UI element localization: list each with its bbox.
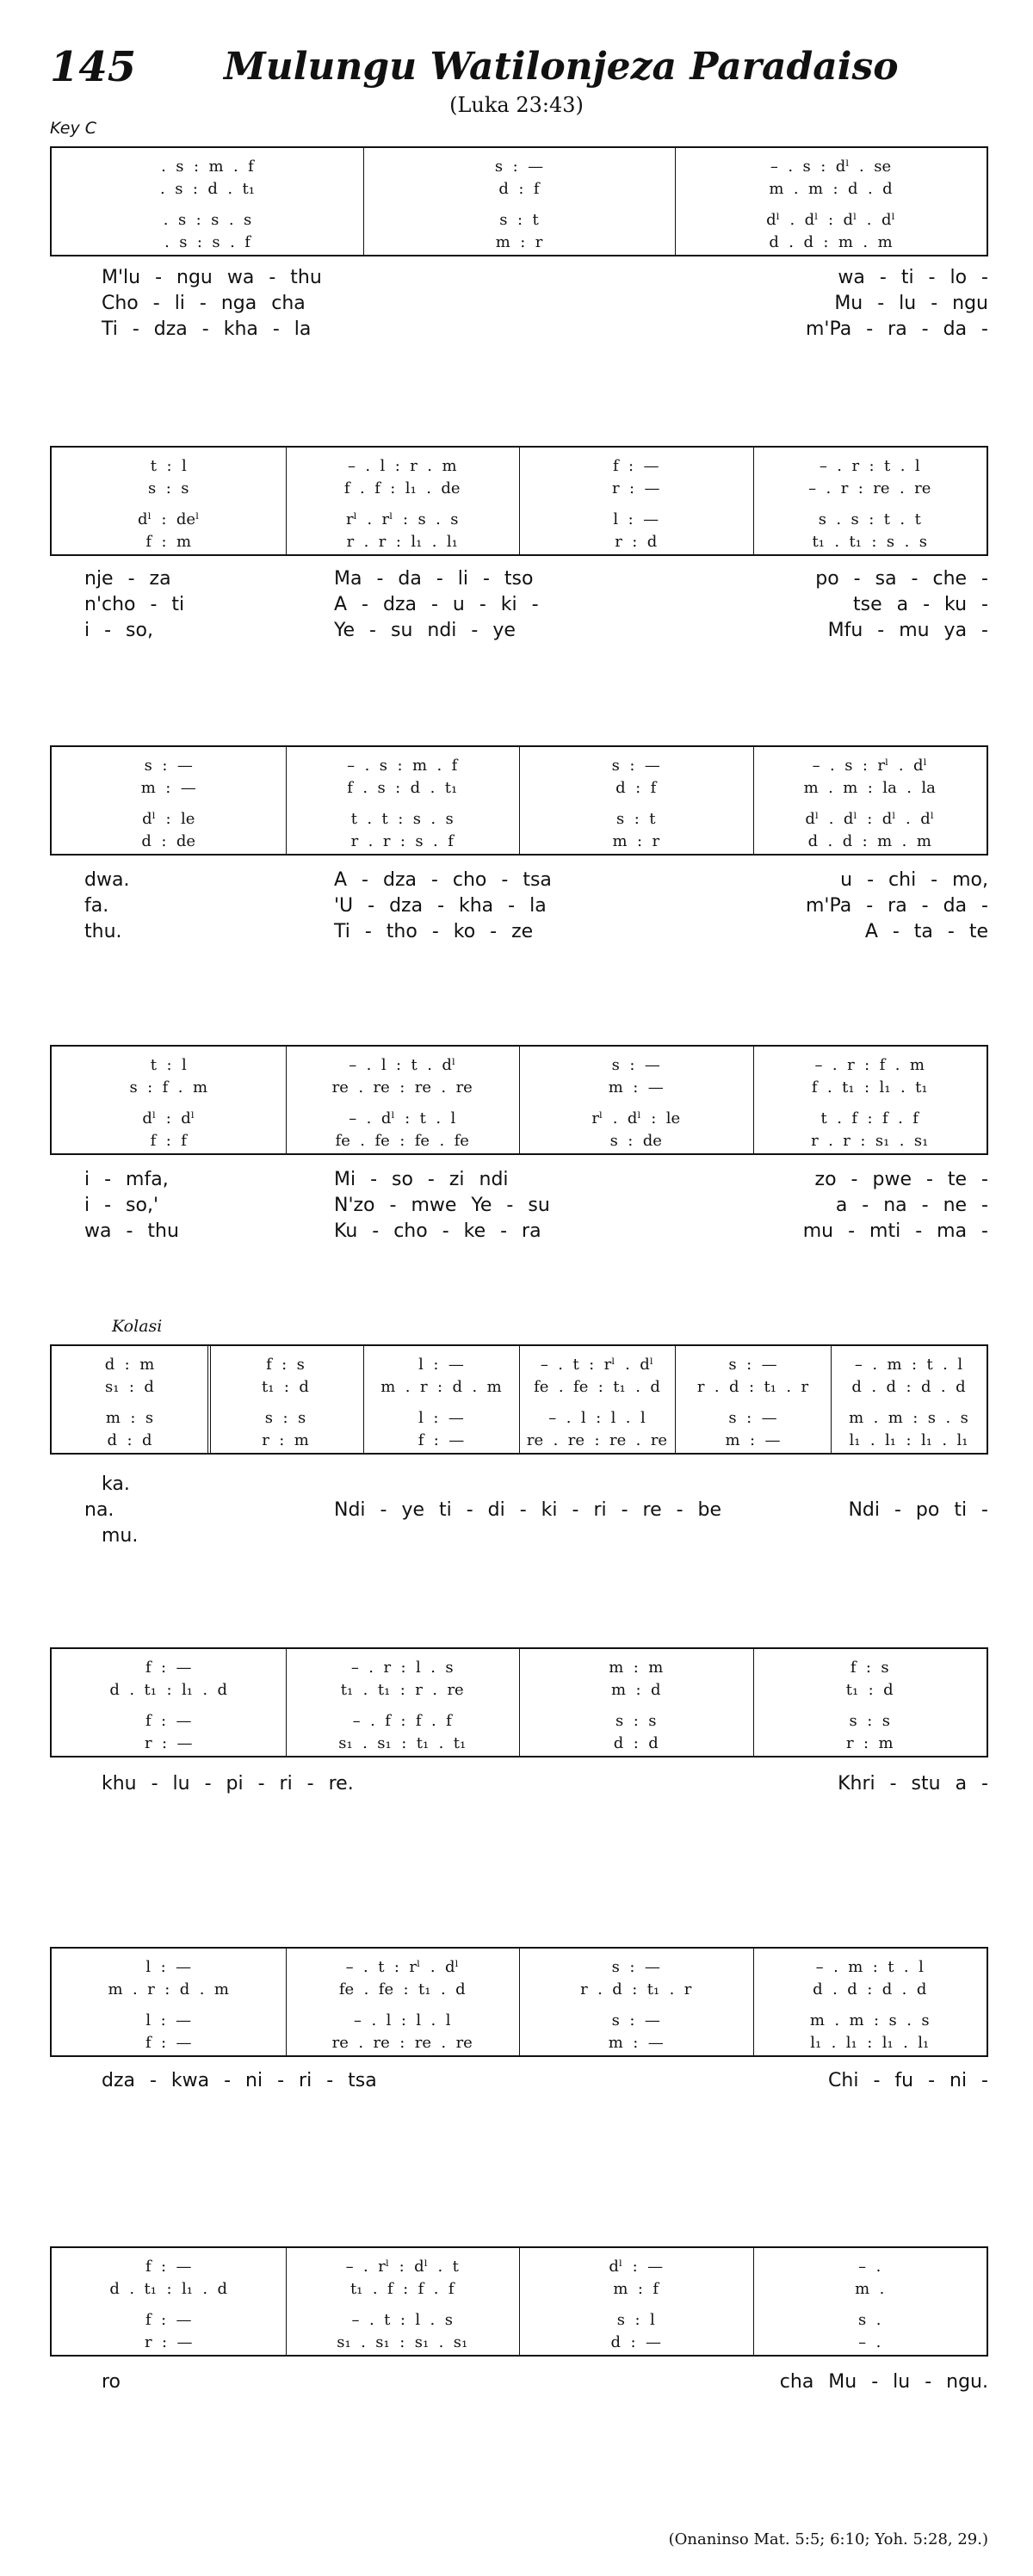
measure-notes: m : — <box>608 2034 664 2052</box>
measure-notes: – . t : l . s <box>351 2311 453 2329</box>
voice-part-3 <box>52 1406 987 1430</box>
measure-notes: s : — <box>144 757 193 775</box>
lyric-line <box>50 1499 988 1525</box>
measure-notes: l₁ . l₁ : l₁ . l₁ <box>810 2034 930 2052</box>
measure-notes: – . dˡ : t . l <box>349 1109 456 1127</box>
measure-notes: d . d : m . m <box>807 832 931 850</box>
measure-notes: t₁ . f : f . f <box>349 2280 455 2298</box>
lyric-segment: i - mfa, <box>84 1169 169 1190</box>
voice-part-2 <box>52 2277 987 2301</box>
measure-notes: r . r : s . f <box>350 832 454 850</box>
lyric-segment: dza - kwa - ni - ri - tsa <box>102 2070 377 2091</box>
footer-reference: (Onaninso Mat. 5:5; 6:10; Yoh. 5:28, 29.) <box>668 2530 988 2548</box>
measure-notes: m : r <box>495 233 543 251</box>
lyric-segment: u - chi - mo, <box>840 869 988 891</box>
lyric-segment: Cho - li - nga cha <box>102 293 306 314</box>
lyric-segment: i - so,' <box>84 1195 158 1216</box>
measure-notes: . s : d . t₁ <box>160 180 255 198</box>
voice-part-3 <box>52 508 987 532</box>
measure-notes: s : — <box>728 1356 777 1374</box>
measure-notes: t : l <box>150 1056 187 1074</box>
measure-notes: – . s : dˡ . se <box>770 158 892 176</box>
lyric-line <box>50 1773 988 1799</box>
measure-notes: m : m <box>609 1659 664 1677</box>
measure-notes: – . f : f . f <box>352 1712 452 1730</box>
lyric-segment: dwa. <box>84 869 130 891</box>
measure-notes: f . t₁ : l₁ . t₁ <box>811 1078 928 1096</box>
staff-system <box>50 2246 988 2357</box>
voice-part-4 <box>52 1732 987 1756</box>
measure-notes: l : — <box>418 1409 464 1427</box>
measure-notes: s₁ . s₁ : s₁ . s₁ <box>337 2333 468 2351</box>
measure-notes: l : — <box>418 1356 464 1374</box>
measure-notes: l : — <box>613 510 659 528</box>
measure-notes: fe . fe : t₁ . d <box>534 1378 660 1396</box>
lyric-line <box>50 620 988 646</box>
measure-notes: dˡ : — <box>609 2258 664 2276</box>
measure-notes: s : — <box>611 2011 660 2029</box>
measure-notes: s : s <box>264 1409 306 1427</box>
measure-notes: – . t : rˡ . dˡ <box>540 1356 654 1374</box>
measure-notes: m . m : s . s <box>849 1409 968 1427</box>
voice-part-2 <box>52 1375 987 1399</box>
measure-notes: s : — <box>611 1056 660 1074</box>
lyric-segment: N'zo - mwe Ye - su <box>334 1195 550 1216</box>
measure-notes: m . r : d . m <box>108 1980 229 1998</box>
measure-notes: s : — <box>611 757 660 775</box>
voice-part-4 <box>52 830 987 854</box>
staff-system <box>50 1045 988 1155</box>
measure-notes: – . <box>858 2258 881 2276</box>
measure-notes: rˡ . rˡ : s . s <box>345 510 459 528</box>
measure-notes: f : — <box>145 2258 192 2276</box>
measure-notes: m : f <box>613 2280 659 2298</box>
measure-notes: t₁ . t₁ : s . s <box>812 533 928 551</box>
measure-notes: s : s <box>849 1712 890 1730</box>
staff-system <box>50 1344 988 1455</box>
voice-part-2 <box>52 1076 987 1100</box>
measure-notes: m : — <box>725 1431 781 1449</box>
voice-part-4 <box>52 530 987 554</box>
voice-part-2 <box>52 1978 987 2002</box>
measure-notes: d : — <box>610 2333 661 2351</box>
measure-notes: r : — <box>611 479 660 497</box>
lyric-segment: mu - mti - ma - <box>802 1220 988 1242</box>
lyric-segment: thu. <box>84 921 122 942</box>
measure-notes: dˡ : le <box>142 810 195 828</box>
lyric-segment: Ti - dza - kha - la <box>102 318 312 340</box>
measure-notes: s : s <box>615 1712 657 1730</box>
measure-notes: d : m <box>104 1356 155 1374</box>
lyric-segment: M'lu - ngu wa - thu <box>102 267 322 288</box>
measure-notes: dˡ : deˡ <box>138 510 200 528</box>
staff-system <box>50 745 988 856</box>
voice-part-4 <box>52 231 987 255</box>
measure-notes: dˡ . dˡ : dˡ . dˡ <box>766 211 895 229</box>
measure-notes: f : — <box>145 2311 192 2329</box>
measure-notes: f : s <box>850 1659 889 1677</box>
measure-notes: m : r <box>612 832 660 850</box>
measure-notes: re . re : re . re <box>331 2034 473 2052</box>
measure-notes: f : — <box>145 2034 192 2052</box>
measure-notes: t : l <box>150 457 187 475</box>
voice-part-4 <box>52 1129 987 1153</box>
lyric-segment: zo - pwe - te - <box>814 1169 988 1190</box>
measure-notes: t₁ : d <box>262 1378 309 1396</box>
lyric-segment: khu - lu - pi - ri - re. <box>102 1773 354 1795</box>
staff-system <box>50 1947 988 2057</box>
measure-notes: f : — <box>145 1659 192 1677</box>
measure-notes: – . r : f . m <box>814 1056 925 1074</box>
measure-notes: s : s <box>148 479 189 497</box>
lyric-segment: ka. <box>102 1473 130 1495</box>
lyric-segment: tse a - ku - <box>853 594 988 615</box>
lyric-segment: i - so, <box>84 620 153 641</box>
measure-notes: f . f : l₁ . de <box>343 479 461 497</box>
measure-notes: d : de <box>141 832 196 850</box>
lyric-line <box>50 921 988 947</box>
measure-notes: d . d : m . m <box>769 233 893 251</box>
lyric-line <box>50 594 988 620</box>
kolasi-label: Kolasi <box>112 1317 163 1336</box>
voice-part-1 <box>52 2255 987 2279</box>
lyric-segment: Khri - stu a - <box>838 1773 988 1795</box>
measure-notes: – . l : l . l <box>354 2011 451 2029</box>
lyric-line <box>50 1525 988 1551</box>
measure-notes: s : l <box>616 2311 655 2329</box>
lyric-segment: Mfu - mu ya - <box>827 620 988 641</box>
lyric-segment: Ndi - po ti - <box>848 1499 988 1521</box>
measure-notes: – . l : l . l <box>548 1409 646 1427</box>
measure-notes: – . t : rˡ . dˡ <box>345 1958 459 1976</box>
measure-notes: r : m <box>845 1734 894 1752</box>
measure-notes: m . m : s . s <box>809 2011 930 2029</box>
measure-notes: – . l : r . m <box>347 457 457 475</box>
measure-notes: d . t₁ : l₁ . d <box>109 1681 228 1699</box>
measure-notes: d : f <box>615 779 657 797</box>
lyric-line <box>50 1169 988 1195</box>
voice-part-4 <box>52 2331 987 2355</box>
lyric-segment: cha Mu - lu - ngu. <box>779 2371 988 2393</box>
staff-system <box>50 1647 988 1757</box>
measure-notes: d . d : d . d <box>813 1980 927 1998</box>
measure-notes: t . f : f . f <box>820 1109 919 1127</box>
voice-part-3 <box>52 1107 987 1131</box>
lyric-segment: A - dza - cho - tsa <box>334 869 552 891</box>
measure-notes: m : s <box>105 1409 154 1427</box>
measure-notes: – . r : l . s <box>350 1659 454 1677</box>
measure-notes: s : — <box>611 1958 660 1976</box>
lyric-line <box>50 895 988 921</box>
measure-notes: m . <box>855 2280 885 2298</box>
lyric-segment: a - na - ne - <box>835 1195 988 1216</box>
measure-notes: s : t <box>499 211 539 229</box>
lyric-line <box>50 267 988 293</box>
key-signature: Key C <box>50 119 97 138</box>
measure-notes: f . s : d . t₁ <box>347 779 458 797</box>
measure-notes: m : — <box>140 779 196 797</box>
staff-system <box>50 446 988 556</box>
measure-notes: – . l : t . dˡ <box>349 1056 456 1074</box>
measure-notes: – . s : m . f <box>347 757 458 775</box>
lyric-segment: wa - thu <box>84 1220 179 1242</box>
voice-part-1 <box>52 1656 987 1680</box>
measure-notes: dˡ . dˡ : dˡ . dˡ <box>805 810 935 828</box>
measure-notes: fe . fe : fe . fe <box>335 1132 469 1150</box>
lyric-segment: ro <box>102 2371 121 2393</box>
measure-notes: d . t₁ : l₁ . d <box>109 2280 228 2298</box>
voice-part-1 <box>52 754 987 778</box>
voice-part-2 <box>52 776 987 800</box>
lyric-segment: Ti - tho - ko - ze <box>334 921 534 942</box>
measure-notes: l : — <box>145 2011 192 2029</box>
measure-notes: r : — <box>144 1734 193 1752</box>
lyric-segment: m'Pa - ra - da - <box>806 895 988 917</box>
lyric-line <box>50 2371 988 2397</box>
measure-notes: s : de <box>609 1132 662 1150</box>
lyric-segment: A - ta - te <box>864 921 988 942</box>
voice-part-2 <box>52 177 987 201</box>
measure-notes: r . d : t₁ . r <box>696 1378 809 1396</box>
lyric-segment: Mu - lu - ngu <box>834 293 988 314</box>
measure-notes: r . d : t₁ . r <box>580 1980 692 1998</box>
measure-notes: m . r : d . m <box>380 1378 502 1396</box>
voice-part-1 <box>52 1353 987 1377</box>
voice-part-4 <box>52 1429 987 1453</box>
measure-notes: d . d : d . d <box>851 1378 966 1396</box>
lyric-segment: fa. <box>84 895 109 917</box>
measure-notes: rˡ . dˡ : le <box>591 1109 681 1127</box>
measure-notes: f : — <box>145 1712 192 1730</box>
lyric-segment: Chi - fu - ni - <box>828 2070 988 2091</box>
scripture-reference: (Luka 23:43) <box>449 93 584 117</box>
measure-notes: t₁ : d <box>845 1681 894 1699</box>
measure-notes: r : d <box>615 533 658 551</box>
measure-notes: f : m <box>145 533 192 551</box>
measure-notes: r . r : l₁ . l₁ <box>346 533 458 551</box>
measure-notes: f : — <box>612 457 659 475</box>
measure-notes: d : d <box>107 1431 152 1449</box>
lyric-line <box>50 293 988 318</box>
measure-notes: s : — <box>494 158 544 176</box>
lyric-segment: mu. <box>102 1525 139 1547</box>
measure-notes: – . r : t . l <box>819 457 920 475</box>
lyric-segment: Ma - da - li - tso <box>334 568 534 590</box>
measure-notes: . s : s . s <box>163 211 252 229</box>
measure-notes: – . <box>858 2333 881 2351</box>
measure-notes: f : — <box>418 1431 465 1449</box>
lyric-segment: nje - za <box>84 568 171 590</box>
measure-notes: fe . fe : t₁ . d <box>338 1980 466 1998</box>
measure-notes: re . re : re . re <box>526 1431 668 1449</box>
voice-part-3 <box>52 807 987 831</box>
voice-part-3 <box>52 208 987 232</box>
measure-notes: s₁ . s₁ : t₁ . t₁ <box>338 1734 467 1752</box>
lyric-line <box>50 2070 988 2096</box>
lyric-segment: Ndi - ye ti - di - ki - ri - re - be <box>334 1499 722 1521</box>
measure-notes: – . rˡ : dˡ . t <box>345 2258 459 2276</box>
lyric-line <box>50 318 988 344</box>
lyric-segment: Ye - su ndi - ye <box>334 620 516 641</box>
measure-notes: d : d <box>613 1734 659 1752</box>
measure-notes: f : s <box>266 1356 305 1374</box>
measure-notes: s : f . m <box>129 1078 208 1096</box>
measure-notes: f : f <box>150 1132 187 1150</box>
measure-notes: l₁ . l₁ : l₁ . l₁ <box>849 1431 968 1449</box>
voice-part-1 <box>52 454 987 479</box>
hymn-title: Mulungu Watilonjeza Paradaiso <box>224 45 899 89</box>
lyric-line <box>50 1220 988 1246</box>
measure-notes: d : f <box>498 180 540 198</box>
measure-notes: m . m : d . d <box>769 180 893 198</box>
measure-notes: r . r : s₁ . s₁ <box>811 1132 929 1150</box>
voice-part-3 <box>52 2009 987 2033</box>
lyric-line <box>50 1473 988 1499</box>
voice-part-2 <box>52 1678 987 1702</box>
measure-notes: – . s : rˡ . dˡ <box>812 757 927 775</box>
measure-notes: – . m : t . l <box>854 1356 963 1374</box>
measure-notes: s . <box>858 2311 881 2329</box>
measure-notes: t₁ . t₁ : r . re <box>340 1681 464 1699</box>
lyric-segment: Ku - cho - ke - ra <box>334 1220 541 1242</box>
lyric-segment: Mi - so - zi ndi <box>334 1169 509 1190</box>
measure-notes: – . m : t . l <box>815 1958 924 1976</box>
lyric-segment: po - sa - che - <box>815 568 988 590</box>
measure-notes: r : m <box>262 1431 309 1449</box>
lyric-segment: m'Pa - ra - da - <box>806 318 988 340</box>
lyric-segment: na. <box>84 1499 114 1521</box>
measure-notes: m : d <box>610 1681 661 1699</box>
lyric-segment: A - dza - u - ki - <box>334 594 539 615</box>
measure-notes: t . t : s . s <box>350 810 454 828</box>
lyric-segment: n'cho - ti <box>84 594 185 615</box>
measure-notes: l : — <box>145 1958 192 1976</box>
hymn-number: 145 <box>50 43 137 91</box>
voice-part-1 <box>52 1955 987 1980</box>
lyric-line <box>50 568 988 594</box>
voice-part-3 <box>52 1709 987 1733</box>
voice-part-3 <box>52 2308 987 2332</box>
measure-notes: m : — <box>608 1078 664 1096</box>
measure-notes: . s : m . f <box>161 158 254 176</box>
lyric-segment: 'U - dza - kha - la <box>334 895 547 917</box>
measure-notes: s₁ : d <box>105 1378 154 1396</box>
measure-notes: re . re : re . re <box>331 1078 473 1096</box>
measure-notes: – . r : re . re <box>808 479 931 497</box>
voice-part-2 <box>52 477 987 501</box>
measure-notes: r : — <box>144 2333 193 2351</box>
voice-part-1 <box>52 155 987 179</box>
lyric-segment: wa - ti - lo - <box>838 267 988 288</box>
measure-notes: . s : s . f <box>164 233 251 251</box>
voice-part-4 <box>52 2031 987 2055</box>
measure-notes: s : — <box>728 1409 777 1427</box>
lyric-line <box>50 869 988 895</box>
measure-notes: m . m : la . la <box>803 779 936 797</box>
voice-part-1 <box>52 1053 987 1078</box>
measure-notes: dˡ : dˡ <box>142 1109 195 1127</box>
measure-notes: s . s : t . t <box>818 510 921 528</box>
lyric-line <box>50 1195 988 1220</box>
measure-notes: s : t <box>616 810 656 828</box>
staff-system <box>50 146 988 256</box>
